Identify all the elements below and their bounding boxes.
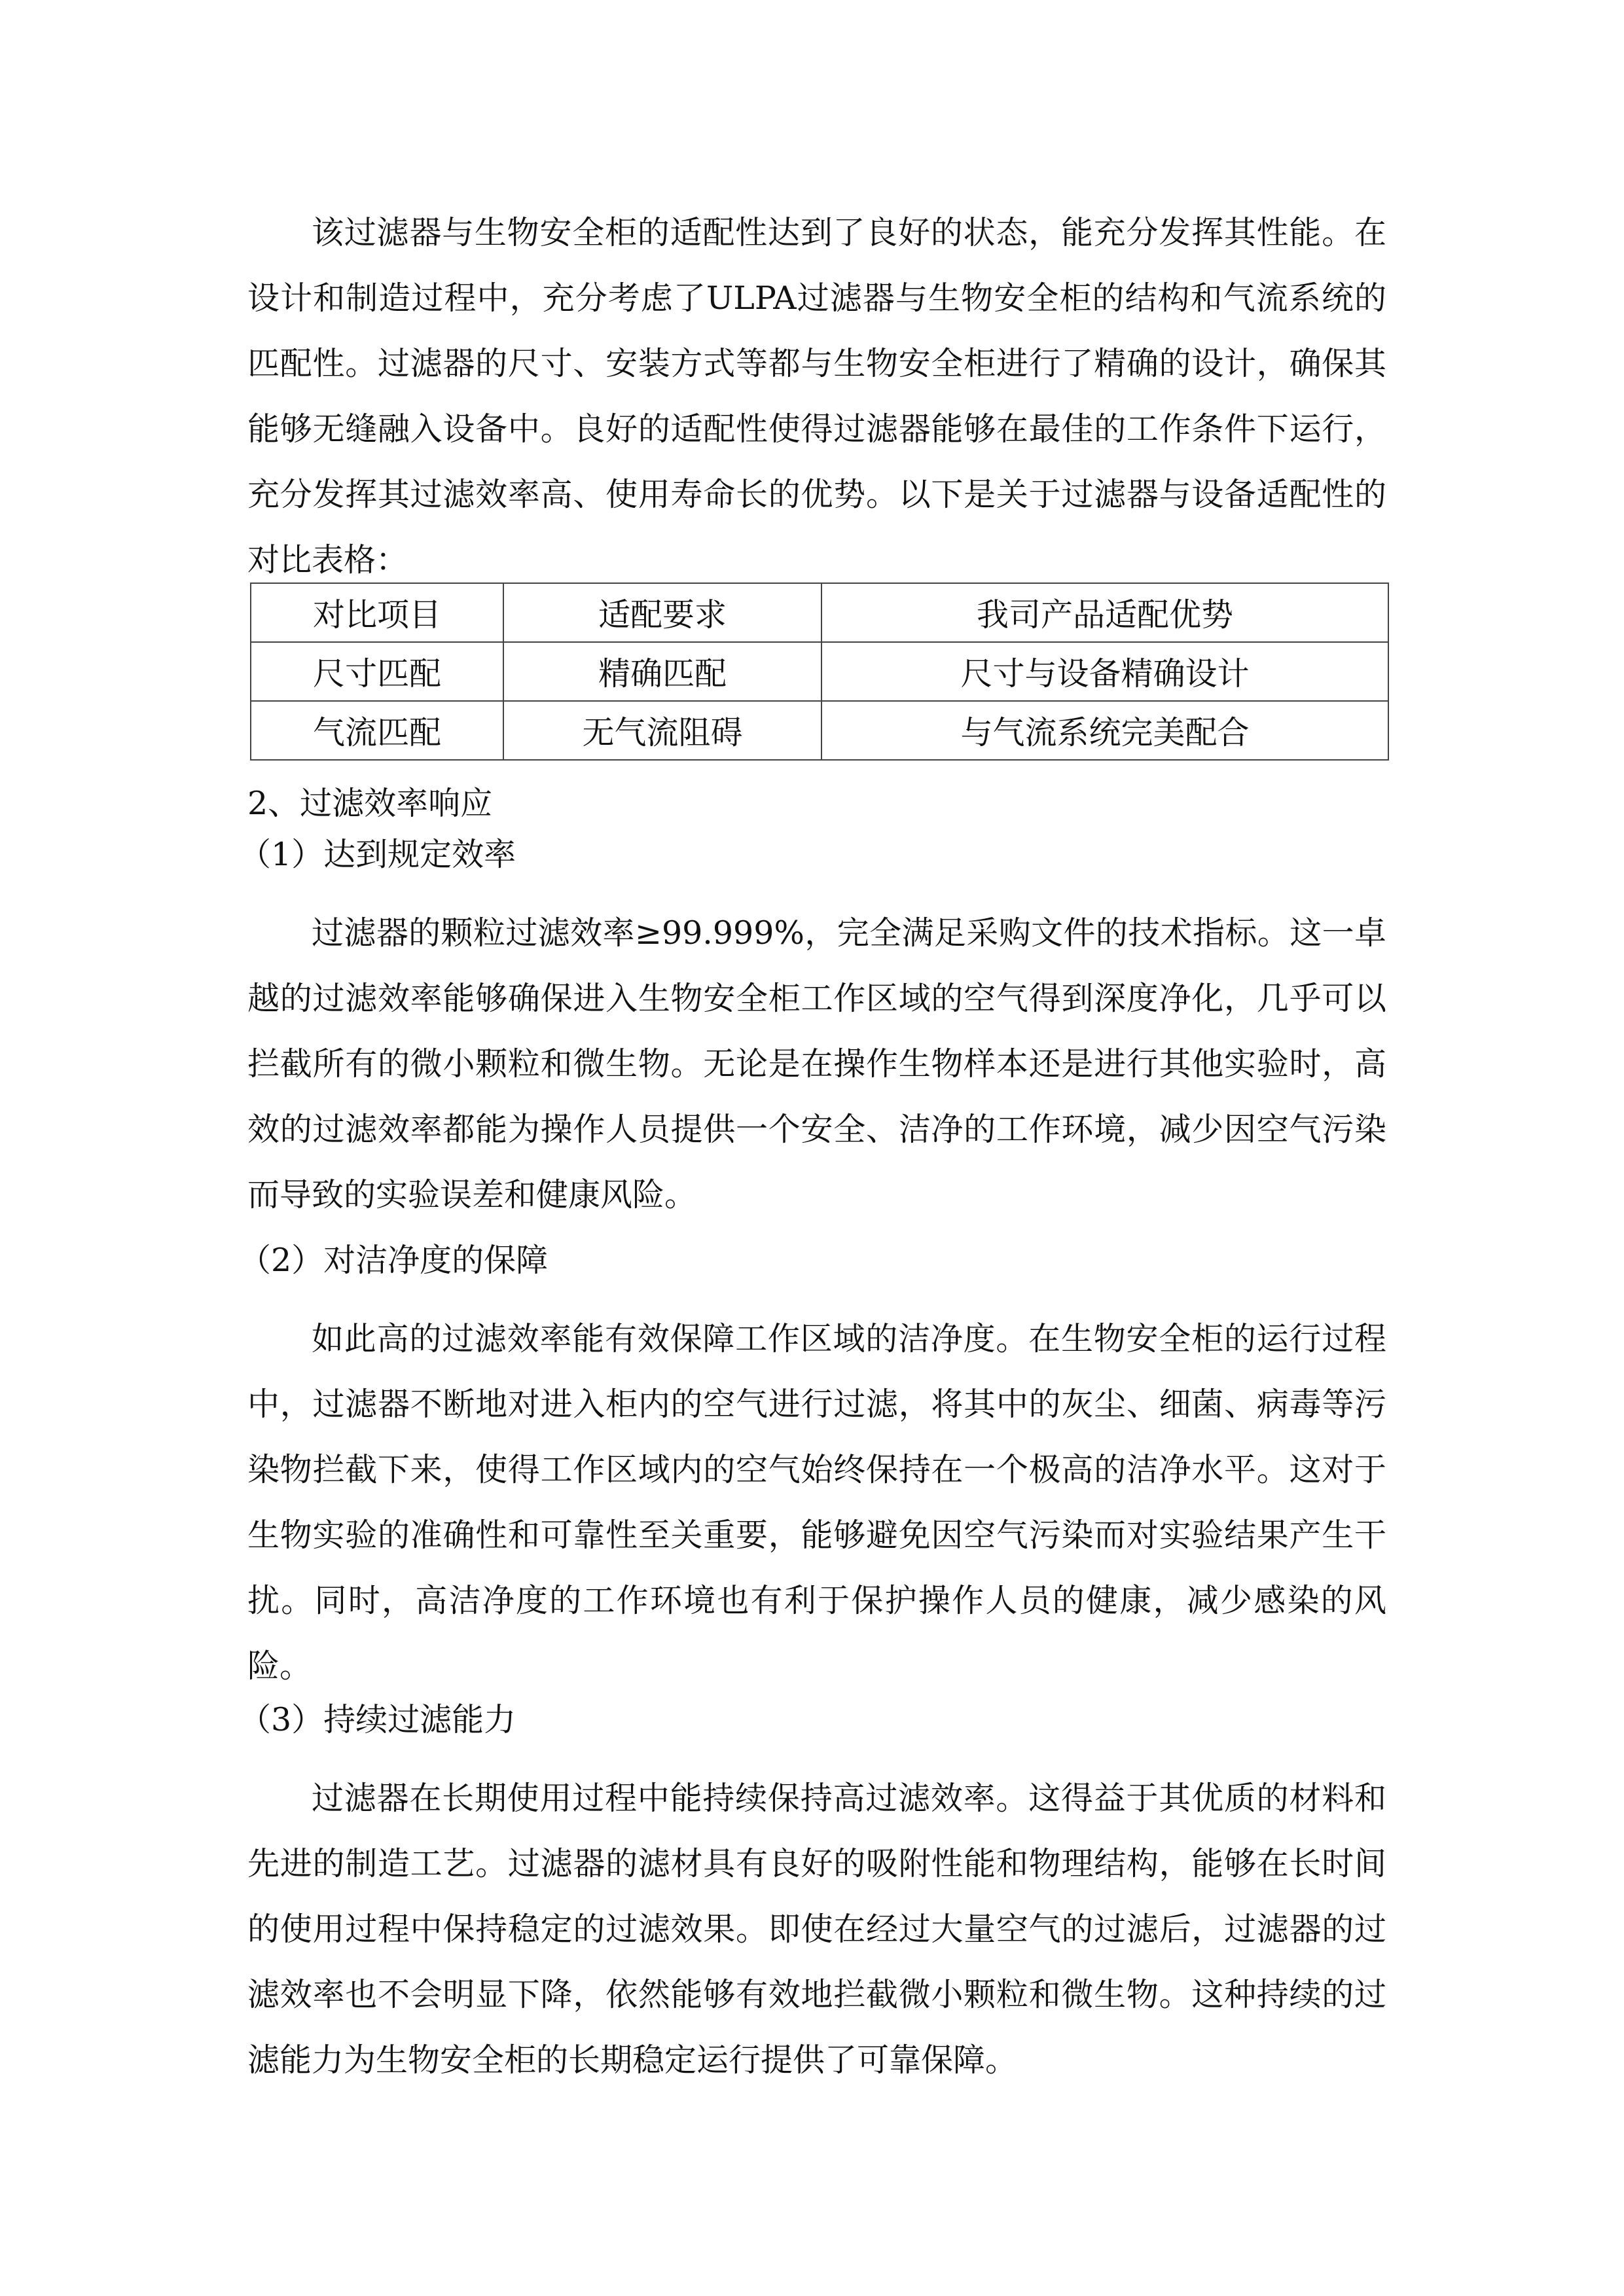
table-cell: 气流匹配 (251, 701, 503, 760)
table-cell: 无气流阻碍 (503, 701, 821, 760)
table-header-row (251, 583, 1388, 642)
intro-paragraph: 该过滤器与生物安全柜的适配性达到了良好的状态，能充分发挥其性能。在设计和制造过程中，充分考虑了ULPA过滤器与生物安全柜的结构和气流系统的匹配性。过滤器的尺寸、安装方式等都与生物安全柜进行了精确的设计，确保其能够无缝融入设备中。良好的适配性使得过滤器能够在最佳的工作条件下运行，充分发挥其过滤效率高、使用寿命长的优势。以下是关于过滤器与设备适配性的对比表格： (247, 214, 1386, 579)
table-cell: 精确匹配 (503, 642, 821, 701)
adaptability-comparison-table (250, 583, 1389, 761)
table-cell: 与气流系统完美配合 (821, 701, 1388, 760)
section-2-heading: 2、过滤效率响应 (247, 785, 493, 822)
subsection-3-heading: （3）持续过滤能力 (239, 1701, 516, 1738)
subsection-3-paragraph: 过滤器在长期使用过程中能持续保持高过滤效率。这得益于其优质的材料和先进的制造工艺。过滤器的滤材具有良好的吸附性能和物理结构，能够在长时间的使用过程中保持稳定的过滤效果。即使在经过大量空气的过滤后，过滤器的过滤效率也不会明显下降，依然能够有效地拦截微小颗粒和微生物。这种持续的过滤能力为生物安全柜的长期稳定运行提供了可靠保障。 (247, 1780, 1386, 2079)
subsection-2-paragraph: 如此高的过滤效率能有效保障工作区域的洁净度。在生物安全柜的运行过程中，过滤器不断地对进入柜内的空气进行过滤，将其中的灰尘、细菌、病毒等污染物拦截下来，使得工作区域内的空气始终保持在一个极高的洁净水平。这对于生物实验的准确性和可靠性至关重要，能够避免因空气污染而对实验结果产生干扰。同时，高洁净度的工作环境也有利于保护操作人员的健康，减少感染的风险。 (247, 1320, 1386, 1685)
table-row (251, 701, 1388, 760)
table-cell: 尺寸与设备精确设计 (821, 642, 1388, 701)
table-header-cell: 我司产品适配优势 (821, 583, 1388, 642)
subsection-2-heading: （2）对洁净度的保障 (239, 1242, 549, 1279)
table-header-cell: 对比项目 (251, 583, 503, 642)
table-header-cell: 适配要求 (503, 583, 821, 642)
subsection-1-heading: （1）达到规定效率 (239, 836, 516, 873)
table-cell: 尺寸匹配 (251, 642, 503, 701)
table-row (251, 642, 1388, 701)
subsection-1-paragraph: 过滤器的颗粒过滤效率≥99.999%，完全满足采购文件的技术指标。这一卓越的过滤效率能够确保进入生物安全柜工作区域的空气得到深度净化，几乎可以拦截所有的微小颗粒和微生物。无论是在操作生物样本还是进行其他实验时，高效的过滤效率都能为操作人员提供一个安全、洁净的工作环境，减少因空气污染而导致的实验误差和健康风险。 (247, 914, 1386, 1213)
